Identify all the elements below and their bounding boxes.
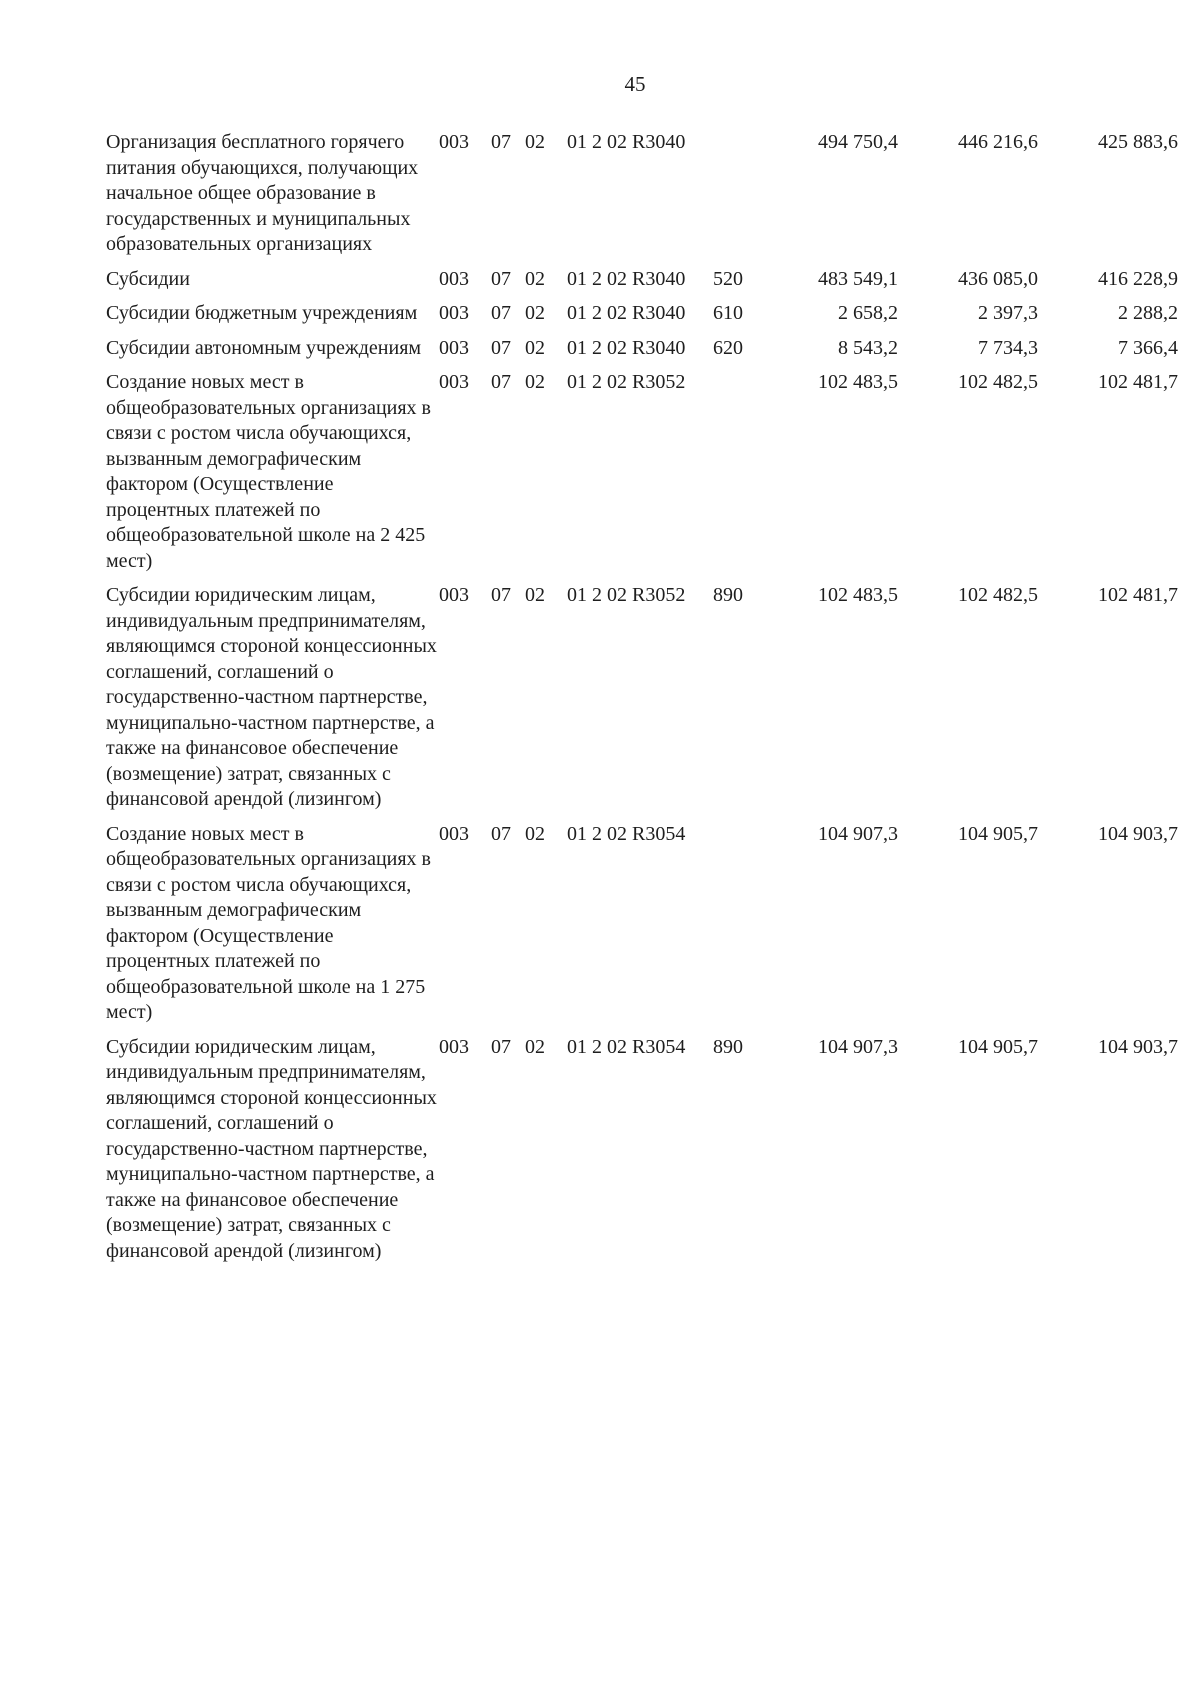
row-amount-year-3: 102 481,7 bbox=[1098, 584, 1178, 606]
row-grbs: 003 bbox=[439, 1035, 469, 1058]
row-section: 07 bbox=[491, 822, 511, 845]
row-grbs: 003 bbox=[439, 267, 469, 290]
row-amount-year-2: 104 905,7 bbox=[958, 822, 1038, 845]
row-target-article: 01 2 02 R3054 bbox=[567, 1035, 686, 1058]
row-subsection: 02 bbox=[525, 584, 545, 606]
row-amount-year-3: 416 228,9 bbox=[1098, 267, 1178, 290]
row-amount-year-3: 104 903,7 bbox=[1098, 822, 1178, 845]
table-row bbox=[106, 1035, 1178, 1274]
table-row bbox=[106, 267, 1178, 302]
row-grbs: 003 bbox=[439, 822, 469, 845]
row-amount-year-3: 2 288,2 bbox=[1118, 302, 1178, 324]
row-expense-type bbox=[713, 130, 758, 267]
row-grbs: 003 bbox=[439, 302, 469, 324]
row-name: Организация бесплатного горячего питания обучающихся, получающих начальное общее образование в государственных и муниципальных образовательных организациях bbox=[106, 131, 419, 255]
row-expense-type: 520 bbox=[713, 267, 743, 290]
row-subsection: 02 bbox=[525, 267, 545, 290]
row-section: 07 bbox=[491, 1035, 511, 1058]
table-row bbox=[106, 130, 1178, 267]
row-section: 07 bbox=[491, 267, 511, 290]
page-number: 45 bbox=[624, 72, 646, 96]
row-section: 07 bbox=[491, 584, 511, 606]
row-expense-type: 620 bbox=[713, 336, 743, 359]
row-name: Создание новых мест в общеобразовательных организациях в связи с ростом числа обучающихся, вызванным демографическим фактором (Осуществление процентных платежей по общеобразовательной школе на 1 275 мест) bbox=[106, 822, 431, 1023]
row-subsection: 02 bbox=[525, 1035, 545, 1058]
budget-table bbox=[106, 130, 1178, 1273]
row-name: Создание новых мест в общеобразовательных организациях в связи с ростом числа обучающихся, вызванным демографическим фактором (Осуществление процентных платежей по общеобразовательной школе на 2 425 мест) bbox=[106, 371, 431, 572]
row-subsection: 02 bbox=[525, 822, 545, 845]
row-expense-type bbox=[713, 370, 758, 583]
row-amount-year-1: 104 907,3 bbox=[818, 1035, 898, 1058]
row-amount-year-2: 102 482,5 bbox=[958, 371, 1038, 393]
row-grbs: 003 bbox=[439, 584, 469, 606]
row-target-article: 01 2 02 R3040 bbox=[567, 267, 686, 290]
row-section: 07 bbox=[491, 302, 511, 324]
row-grbs: 003 bbox=[439, 336, 469, 359]
row-amount-year-1: 483 549,1 bbox=[818, 267, 898, 290]
row-amount-year-1: 494 750,4 bbox=[818, 131, 898, 153]
row-amount-year-1: 8 543,2 bbox=[838, 336, 898, 359]
budget-table-body bbox=[106, 130, 1178, 1273]
row-target-article: 01 2 02 R3052 bbox=[567, 371, 686, 393]
row-amount-year-1: 104 907,3 bbox=[818, 822, 898, 845]
row-name: Субсидии юридическим лицам, индивидуальным предпринимателям, являющимся стороной концессионных соглашений, соглашений о государственно-частном партнерстве, муниципально-частном партнерстве, а также на финансовое обеспечение (возмещение) затрат, связанных с финансовой арендой (лизингом) bbox=[106, 1035, 437, 1262]
row-amount-year-2: 2 397,3 bbox=[978, 302, 1038, 324]
row-expense-type: 610 bbox=[713, 302, 743, 324]
table-row bbox=[106, 583, 1178, 822]
row-amount-year-2: 446 216,6 bbox=[958, 131, 1038, 153]
row-name: Субсидии автономным учреждениям bbox=[106, 336, 422, 359]
row-target-article: 01 2 02 R3052 bbox=[567, 584, 686, 606]
row-amount-year-3: 7 366,4 bbox=[1118, 336, 1178, 359]
row-amount-year-2: 436 085,0 bbox=[958, 267, 1038, 290]
row-section: 07 bbox=[491, 371, 511, 393]
table-row bbox=[106, 301, 1178, 336]
row-expense-type: 890 bbox=[713, 1035, 743, 1058]
row-grbs: 003 bbox=[439, 371, 469, 393]
row-subsection: 02 bbox=[525, 131, 545, 153]
row-amount-year-3: 102 481,7 bbox=[1098, 371, 1178, 393]
row-subsection: 02 bbox=[525, 302, 545, 324]
row-name: Субсидии bbox=[106, 267, 190, 290]
row-target-article: 01 2 02 R3040 bbox=[567, 302, 686, 324]
row-section: 07 bbox=[491, 131, 511, 153]
row-expense-type bbox=[713, 822, 758, 1035]
row-amount-year-2: 7 734,3 bbox=[978, 336, 1038, 359]
row-target-article: 01 2 02 R3040 bbox=[567, 131, 686, 153]
row-subsection: 02 bbox=[525, 336, 545, 359]
row-amount-year-3: 104 903,7 bbox=[1098, 1035, 1178, 1058]
row-amount-year-3: 425 883,6 bbox=[1098, 131, 1178, 153]
row-amount-year-1: 102 483,5 bbox=[818, 584, 898, 606]
table-row bbox=[106, 336, 1178, 371]
row-amount-year-1: 2 658,2 bbox=[838, 302, 898, 324]
row-target-article: 01 2 02 R3054 bbox=[567, 822, 686, 845]
table-row bbox=[106, 822, 1178, 1035]
row-amount-year-2: 102 482,5 bbox=[958, 584, 1038, 606]
row-target-article: 01 2 02 R3040 bbox=[567, 336, 686, 359]
row-expense-type: 890 bbox=[713, 584, 743, 606]
row-section: 07 bbox=[491, 336, 511, 359]
row-amount-year-2: 104 905,7 bbox=[958, 1035, 1038, 1058]
row-name: Субсидии юридическим лицам, индивидуальным предпринимателям, являющимся стороной концессионных соглашений, соглашений о государственно-частном партнерстве, муниципально-частном партнерстве, а также на финансовое обеспечение (возмещение) затрат, связанных с финансовой арендой (лизингом) bbox=[106, 584, 437, 810]
table-row bbox=[106, 370, 1178, 583]
row-grbs: 003 bbox=[439, 131, 469, 153]
row-subsection: 02 bbox=[525, 371, 545, 393]
row-amount-year-1: 102 483,5 bbox=[818, 371, 898, 393]
row-name: Субсидии бюджетным учреждениям bbox=[106, 302, 418, 324]
